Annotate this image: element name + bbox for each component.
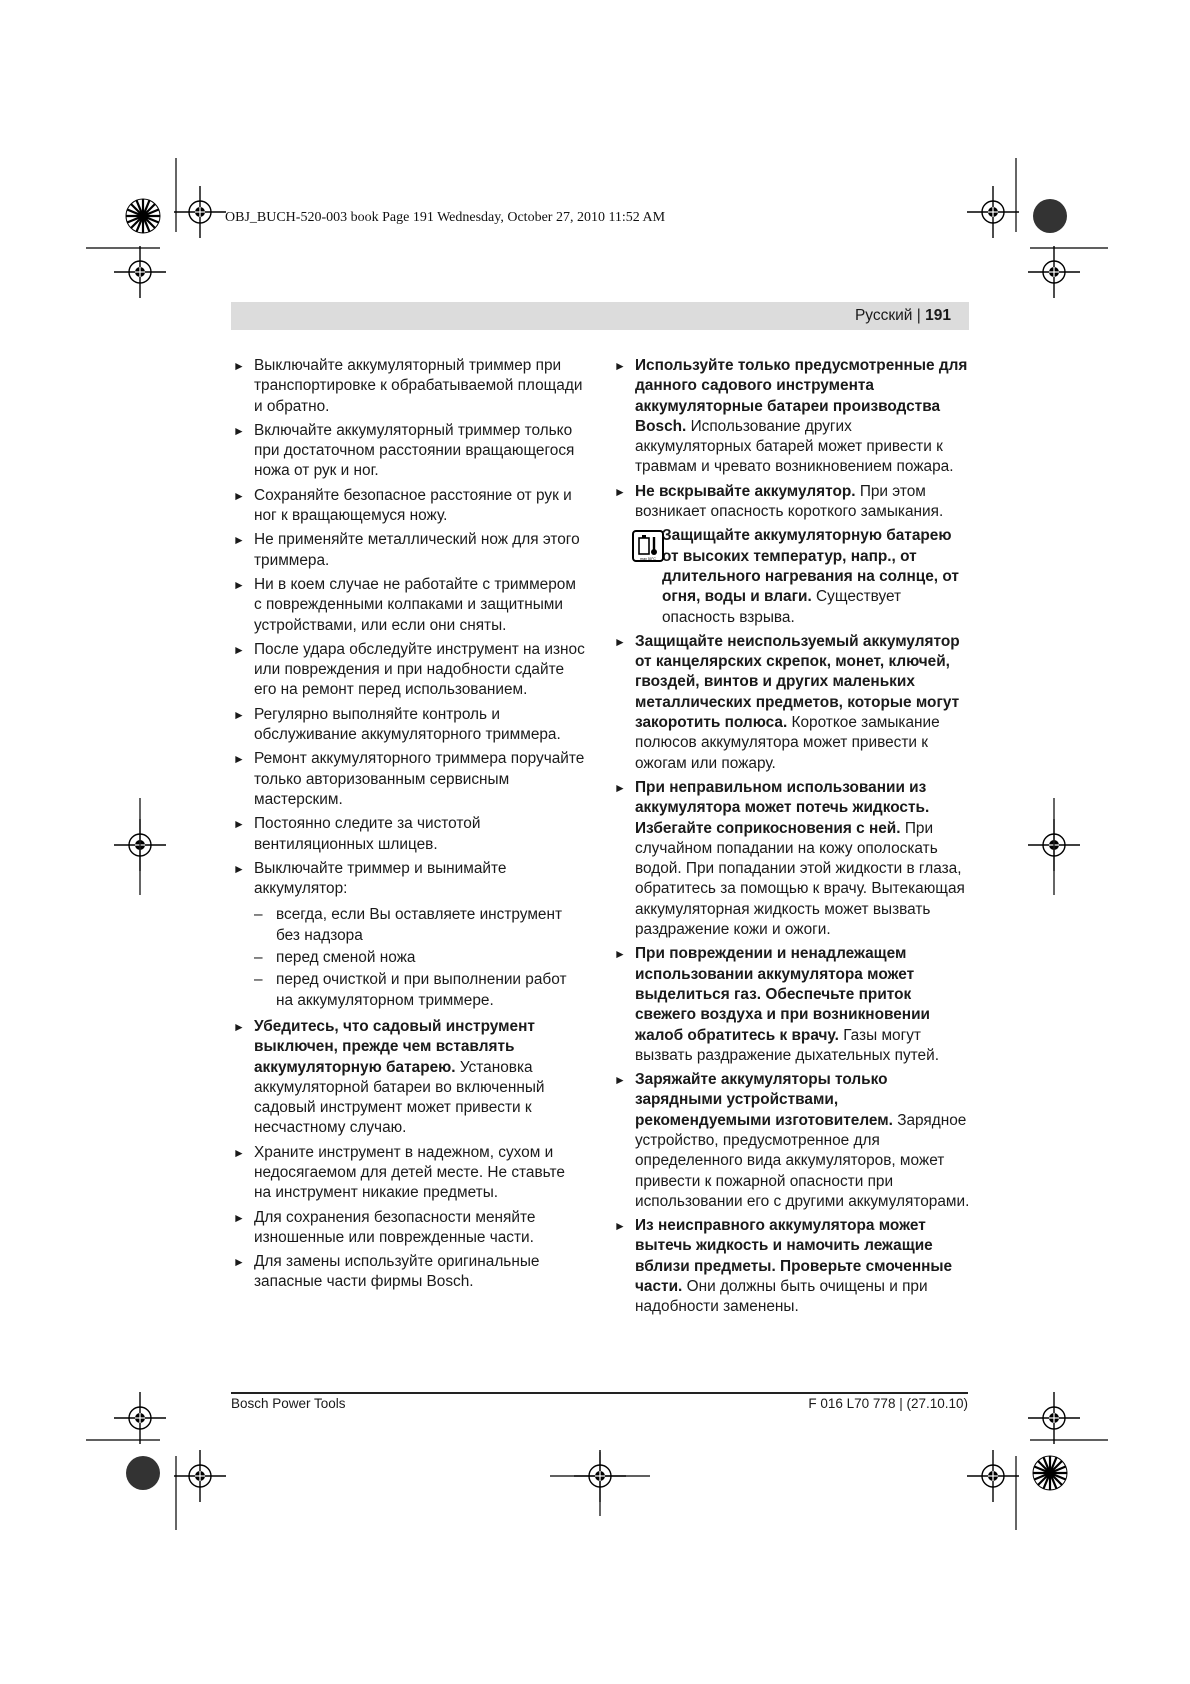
- registration-dot-mark: [1033, 199, 1067, 233]
- left-column: [233, 356, 585, 1297]
- bullet-triangle-icon: ►: [233, 817, 245, 832]
- footer-doc-number: F 016 L70 778 | (27.10.10): [808, 1396, 968, 1411]
- registration-target-mark: [114, 246, 166, 298]
- bullet-triangle-icon: ►: [233, 1210, 245, 1225]
- registration-target-mark: [174, 186, 226, 238]
- sub-list-item: – перед сменой ножа: [254, 949, 416, 967]
- bullet-triangle-icon: ►: [233, 1019, 245, 1034]
- bullet-triangle-icon: ►: [233, 533, 245, 548]
- registration-target-mark: [174, 1450, 226, 1502]
- registration-star-mark: [1033, 1456, 1067, 1490]
- bullet-triangle-icon: ►: [233, 488, 245, 503]
- bullet-triangle-icon: ►: [233, 707, 245, 722]
- list-item: ► Убедитесь, что садовый инструмент выключен, прежде чем вставлять аккумуляторную батарею. Установка аккумуляторной батареи во включенный садовый инструмент может привести к несчастному случаю.: [233, 1017, 545, 1137]
- crop-line: [86, 158, 1108, 248]
- page-header-band: [231, 302, 969, 330]
- bullet-triangle-icon: ►: [614, 484, 626, 499]
- page-number: 191: [925, 307, 951, 324]
- list-item: ► Не вскрывайте аккумулятор. При этом возникает опасность короткого замыкания.: [614, 482, 944, 521]
- bullet-triangle-icon: ►: [233, 577, 245, 592]
- language-label: Русский: [854, 307, 913, 324]
- list-item: ► При неправильном использовании из аккумулятора может потечь жидкость. Избегайте соприкосновения с ней. При случайном попадании на кожу ополоскать водой. При попадании этой жидкости в глаза, обратитесь за помощью к врачу. Вытекающая аккумуляторная жидкость может вызвать раздражение кожи и ожоги.: [614, 778, 965, 939]
- footer-rule: [231, 1392, 968, 1394]
- bullet-triangle-icon: ►: [233, 1255, 245, 1270]
- list-item: ► Заряжайте аккумуляторы только зарядными устройствами, рекомендуемыми изготовителем. Зарядное устройство, предусмотренное для определенного вида аккумуляторов, может привести к пожарной опасности при использовании его с другими аккумуляторами.: [614, 1071, 970, 1210]
- list-item: ► Регулярно выполняйте контроль и обслуживание аккумуляторного триммера.: [233, 705, 561, 744]
- battery-temperature-icon: [632, 530, 664, 562]
- list-item: ► Ремонт аккумуляторного триммера поручайте только авторизованным сервисным мастерским.: [233, 750, 585, 808]
- list-item: ► Ни в коем случае не работайте с триммером с поврежденными колпаками и защитными устройствами, или если они сняты.: [233, 575, 576, 634]
- registration-star-mark: [126, 199, 160, 233]
- bullet-triangle-icon: ►: [233, 423, 245, 438]
- bullet-triangle-icon: ►: [233, 1145, 245, 1160]
- bullet-triangle-icon: ►: [614, 634, 626, 649]
- crop-line: [86, 1440, 1108, 1530]
- list-item: ► Для замены используйте оригинальные запасные части фирмы Bosch.: [233, 1253, 540, 1291]
- list-item: ► Выключайте аккумуляторный триммер при транспортировке к обрабатываемой площади и обратно.: [233, 357, 583, 415]
- temperature-warning: max 50°C Защищайте аккумуляторную батарею от высоких температур, напр., от длительного нагревания на солнце, от огня, воды и влаги. Существует опасность взрыва.: [614, 526, 970, 627]
- footer-brand: Bosch Power Tools: [231, 1396, 346, 1411]
- registration-target-mark: [967, 186, 1019, 238]
- registration-dot-mark: [126, 1456, 160, 1490]
- registration-target-mark: [967, 1450, 1019, 1502]
- header-separator: |: [916, 307, 921, 324]
- bullet-triangle-icon: ►: [233, 752, 245, 767]
- list-item: ► Сохраняйте безопасное расстояние от рук и ног к вращающемуся ножу.: [233, 486, 572, 525]
- list-item: ► После удара обследуйте инструмент на износ или повреждения и при надобности сдайте его на ремонт перед использованием.: [233, 640, 585, 699]
- registration-target-mark: [1028, 246, 1080, 298]
- bullet-triangle-icon: ►: [614, 1219, 626, 1234]
- registration-target-mark: [1028, 1392, 1080, 1444]
- bullet-triangle-icon: ►: [614, 1073, 626, 1088]
- right-column: [614, 356, 970, 1322]
- registration-target-mark: [574, 1450, 626, 1502]
- icon-caption: max 50°C: [640, 557, 656, 562]
- list-item: ► При повреждении и ненадлежащем использовании аккумулятора может выделиться газ. Обеспечьте приток свежего воздуха и при возникновении жалоб обратитесь к врачу. Газы могут вызвать раздражение дыхательных путей.: [614, 945, 939, 1064]
- list-item: ► Храните инструмент в надежном, сухом и недосягаемом для детей месте. Не ставьте на инструмент никакие предметы.: [233, 1143, 565, 1202]
- bullet-triangle-icon: ►: [614, 780, 626, 795]
- sub-list-item: – перед очисткой и при выполнении работ на аккумуляторном триммере.: [254, 971, 567, 1009]
- bullet-triangle-icon: ►: [614, 947, 626, 962]
- page-header-label: [855, 307, 951, 325]
- list-item: ► Используйте только предусмотренные для данного садового инструмента аккумуляторные батареи производства Bosch. Использование других аккумуляторных батарей может привести к травмам и чревато возникновением пожара.: [614, 357, 968, 476]
- list-item: ► Не применяйте металлический нож для этого триммера.: [233, 531, 580, 569]
- bullet-triangle-icon: ►: [233, 642, 245, 657]
- list-item: ► Для сохранения безопасности меняйте изношенные или поврежденные части.: [233, 1208, 536, 1246]
- list-item: ► Защищайте неиспользуемый аккумулятор от канцелярских скрепок, монет, ключей, гвоздей, винтов и других маленьких металлических предметов, которые могут закоротить полюса. Короткое замыкание полюсов аккумулятора может привести к ожогам или пожару.: [614, 632, 960, 772]
- list-item: ► Постоянно следите за чистотой вентиляционных шлицев.: [233, 815, 481, 853]
- bullet-triangle-icon: ►: [614, 359, 626, 373]
- bullet-triangle-icon: ►: [233, 359, 245, 373]
- list-item: ► Включайте аккумуляторный триммер только при достаточном расстоянии вращающегося ножа от рук и ног.: [233, 421, 575, 480]
- list-item: ► Из неисправного аккумулятора может вытечь жидкость и намочить лежащие вблизи предметы. Проверьте смоченные части. Они должны быть очищены и при надобности заменены.: [614, 1217, 953, 1316]
- sub-list-item: – всегда, если Вы оставляете инструмент без надзора: [254, 906, 563, 944]
- registration-target-mark: [114, 1392, 166, 1444]
- bullet-triangle-icon: ►: [233, 861, 245, 876]
- print-job-header: OBJ_BUCH-520-003 book Page 191 Wednesday, October 27, 2010 11:52 AM: [225, 210, 666, 225]
- list-item: ► Выключайте триммер и вынимайте аккумулятор: – всегда, если Вы оставляете инструмент без надзора – перед сменой ножа – перед очисткой и при выполнении работ на аккумуляторном триммере.: [233, 859, 585, 1011]
